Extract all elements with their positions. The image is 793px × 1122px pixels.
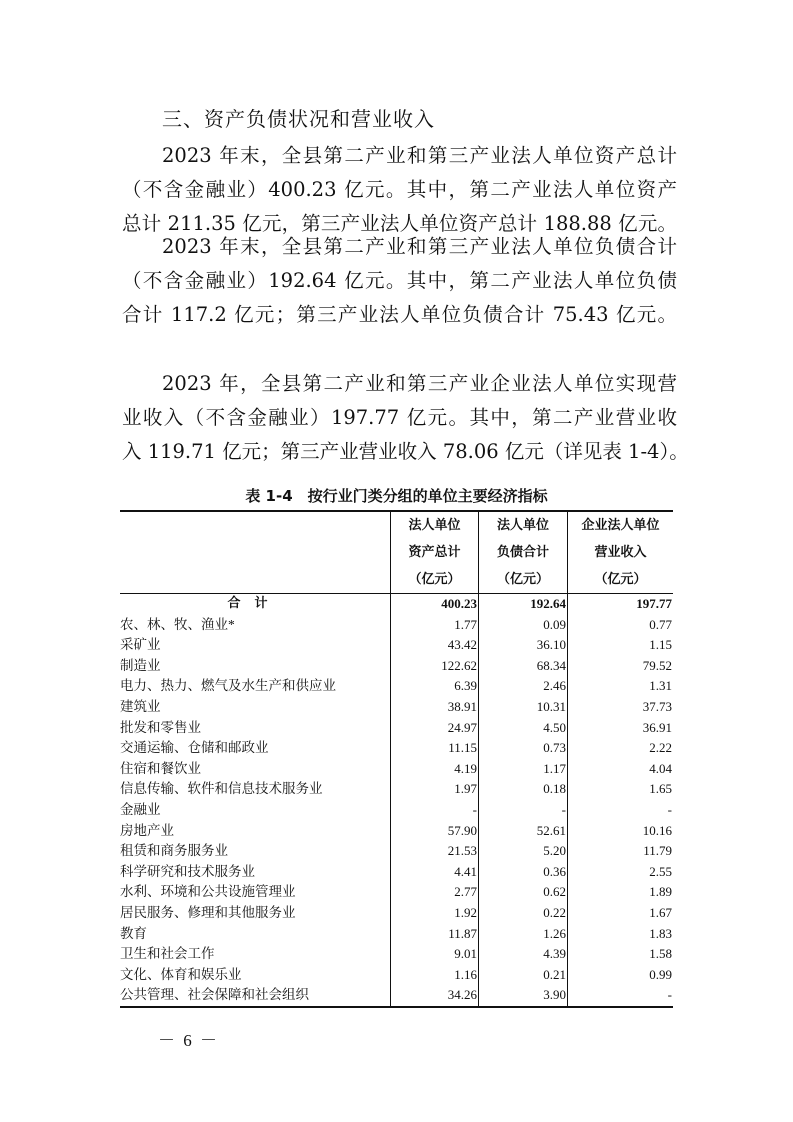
liabilities-value: 0.09 bbox=[479, 615, 568, 636]
liabilities-value: 5.20 bbox=[479, 841, 568, 862]
header-line: 法人单位 bbox=[496, 518, 549, 533]
liabilities-value: 52.61 bbox=[479, 821, 568, 842]
revenue-value: 1.58 bbox=[568, 944, 674, 965]
revenue-value: - bbox=[568, 985, 674, 1007]
assets-value: 1.92 bbox=[391, 903, 479, 924]
industry-name: 水利、环境和公共设施管理业 bbox=[120, 884, 296, 900]
paragraph-line: 业收入（不含金融业）197.77 亿元。其中，第二产业营业收 bbox=[122, 406, 677, 429]
revenue-value: 36.91 bbox=[568, 718, 674, 739]
liabilities-value: 0.62 bbox=[479, 882, 568, 903]
assets-value: 6.39 bbox=[391, 676, 479, 697]
industry-name: 批发和零售业 bbox=[120, 719, 201, 735]
table-row bbox=[120, 924, 673, 945]
revenue-value: 1.67 bbox=[568, 903, 674, 924]
header-line: （亿元） bbox=[594, 572, 647, 587]
revenue-value: 2.55 bbox=[568, 862, 674, 883]
liabilities-value: 4.50 bbox=[479, 718, 568, 739]
paragraph-line: （不含金融业）192.64 亿元。其中，第二产业法人单位负债 bbox=[122, 269, 677, 292]
paragraph-line: 总计 211.35 亿元，第三产业法人单位资产总计 188.88 亿元。 bbox=[122, 212, 677, 235]
liabilities-value: 1.17 bbox=[479, 759, 568, 780]
revenue-value: 1.15 bbox=[568, 635, 674, 656]
table-row bbox=[120, 635, 673, 656]
revenue-value: 0.77 bbox=[568, 615, 674, 636]
assets-value: 4.41 bbox=[391, 862, 479, 883]
industry-name: 信息传输、软件和信息技术服务业 bbox=[120, 781, 323, 797]
liabilities-value: 2.46 bbox=[479, 676, 568, 697]
table-row bbox=[120, 779, 673, 800]
table-row bbox=[120, 800, 673, 821]
table-row bbox=[120, 985, 673, 1007]
revenue-value: 2.22 bbox=[568, 738, 674, 759]
industry-name: 农、林、牧、渔业* bbox=[120, 616, 235, 632]
header-assets bbox=[391, 511, 479, 594]
revenue-value: 11.79 bbox=[568, 841, 674, 862]
revenue-value: 10.16 bbox=[568, 821, 674, 842]
assets-value: 24.97 bbox=[391, 718, 479, 739]
assets-value: 34.26 bbox=[391, 985, 479, 1007]
table-row bbox=[120, 718, 673, 739]
table-row bbox=[120, 882, 673, 903]
table-row bbox=[120, 965, 673, 986]
industry-name: 房地产业 bbox=[120, 822, 174, 838]
assets-value: 1.16 bbox=[391, 965, 479, 986]
table-row bbox=[120, 697, 673, 718]
liabilities-value: 0.36 bbox=[479, 862, 568, 883]
header-line: 负债合计 bbox=[496, 545, 549, 560]
paragraph-line: 入 119.71 亿元；第三产业营业收入 78.06 亿元（详见表 1-4）。 bbox=[122, 440, 689, 463]
liabilities-value: 4.39 bbox=[479, 944, 568, 965]
assets-value: 400.23 bbox=[391, 594, 479, 615]
liabilities-value: 3.90 bbox=[479, 985, 568, 1007]
industry-name: 卫生和社会工作 bbox=[120, 946, 215, 962]
assets-value: 1.97 bbox=[391, 779, 479, 800]
paragraph-line: 2023 年末，全县第二产业和第三产业法人单位资产总计 bbox=[162, 144, 677, 167]
assets-value: 1.77 bbox=[391, 615, 479, 636]
industry-name: 交通运输、仓储和邮政业 bbox=[120, 740, 269, 756]
liabilities-value: 1.26 bbox=[479, 924, 568, 945]
table-row bbox=[120, 862, 673, 883]
paragraph-assets bbox=[122, 139, 677, 241]
industry-name: 电力、热力、燃气及水生产和供应业 bbox=[120, 678, 336, 694]
revenue-value: 1.89 bbox=[568, 882, 674, 903]
table-row bbox=[120, 841, 673, 862]
industry-name: 制造业 bbox=[120, 657, 161, 673]
industry-name: 居民服务、修理和其他服务业 bbox=[120, 904, 296, 920]
header-line: 资产总计 bbox=[408, 545, 461, 560]
revenue-value: 1.65 bbox=[568, 779, 674, 800]
header-line: 企业法人单位 bbox=[581, 518, 660, 533]
liabilities-value: 0.21 bbox=[479, 965, 568, 986]
revenue-value: 37.73 bbox=[568, 697, 674, 718]
table-row bbox=[120, 944, 673, 965]
liabilities-value: 36.10 bbox=[479, 635, 568, 656]
industry-name: 住宿和餐饮业 bbox=[120, 760, 201, 776]
industry-name: 租赁和商务服务业 bbox=[120, 843, 228, 859]
assets-value: 11.87 bbox=[391, 924, 479, 945]
assets-value: 122.62 bbox=[391, 656, 479, 677]
industry-name: 教育 bbox=[120, 925, 147, 941]
industry-name: 建筑业 bbox=[120, 698, 161, 714]
revenue-value: 4.04 bbox=[568, 759, 674, 780]
revenue-value: 79.52 bbox=[568, 656, 674, 677]
page-number: － 6 － bbox=[158, 1031, 217, 1050]
revenue-value: 1.83 bbox=[568, 924, 674, 945]
table-row bbox=[120, 903, 673, 924]
paragraph-revenue bbox=[122, 367, 689, 469]
revenue-value: 1.31 bbox=[568, 676, 674, 697]
header-revenue bbox=[568, 511, 674, 594]
liabilities-value: 0.73 bbox=[479, 738, 568, 759]
header-line: （亿元） bbox=[408, 572, 461, 587]
paragraph-line: （不含金融业）400.23 亿元。其中，第二产业法人单位资产 bbox=[122, 178, 677, 201]
assets-value: 4.19 bbox=[391, 759, 479, 780]
liabilities-value: 192.64 bbox=[479, 594, 568, 615]
paragraph-line: 2023 年末，全县第二产业和第三产业法人单位负债合计 bbox=[162, 235, 677, 258]
industry-name: 文化、体育和娱乐业 bbox=[120, 966, 242, 982]
assets-value: 9.01 bbox=[391, 944, 479, 965]
table-row bbox=[120, 656, 673, 677]
liabilities-value: 0.18 bbox=[479, 779, 568, 800]
assets-value: 2.77 bbox=[391, 882, 479, 903]
table-row bbox=[120, 738, 673, 759]
header-line: 营业收入 bbox=[594, 545, 647, 560]
section-heading: 三、资产负债状况和营业收入 bbox=[162, 107, 435, 131]
industry-name: 合计 bbox=[227, 596, 282, 611]
revenue-value: - bbox=[568, 800, 674, 821]
revenue-value: 0.99 bbox=[568, 965, 674, 986]
table-header-row bbox=[120, 511, 673, 594]
assets-value: 11.15 bbox=[391, 738, 479, 759]
industry-name: 科学研究和技术服务业 bbox=[120, 863, 255, 879]
assets-value: 21.53 bbox=[391, 841, 479, 862]
paragraph-line: 2023 年，全县第二产业和第三产业企业法人单位实现营 bbox=[162, 372, 677, 395]
paragraph-liabilities bbox=[122, 230, 677, 332]
liabilities-value: 0.22 bbox=[479, 903, 568, 924]
liabilities-value: - bbox=[479, 800, 568, 821]
assets-value: 57.90 bbox=[391, 821, 479, 842]
assets-value: 43.42 bbox=[391, 635, 479, 656]
table-row bbox=[120, 676, 673, 697]
liabilities-value: 68.34 bbox=[479, 656, 568, 677]
table-row bbox=[120, 821, 673, 842]
industry-name: 采矿业 bbox=[120, 637, 161, 653]
revenue-value: 197.77 bbox=[568, 594, 674, 615]
table-row bbox=[120, 759, 673, 780]
industry-name: 金融业 bbox=[120, 801, 161, 817]
table-caption: 表 1-4 按行业门类分组的单位主要经济指标 bbox=[245, 487, 548, 505]
liabilities-value: 10.31 bbox=[479, 697, 568, 718]
economic-indicators-table bbox=[120, 510, 673, 1008]
industry-name: 公共管理、社会保障和社会组织 bbox=[120, 985, 391, 1007]
header-industry bbox=[120, 511, 391, 594]
header-line: （亿元） bbox=[496, 572, 549, 587]
table-row bbox=[120, 615, 673, 636]
table-total-row bbox=[120, 594, 673, 615]
assets-value: - bbox=[391, 800, 479, 821]
paragraph-line: 合计 117.2 亿元；第三产业法人单位负债合计 75.43 亿元。 bbox=[122, 303, 677, 326]
header-line: 法人单位 bbox=[408, 518, 461, 533]
header-liabilities bbox=[479, 511, 568, 594]
assets-value: 38.91 bbox=[391, 697, 479, 718]
